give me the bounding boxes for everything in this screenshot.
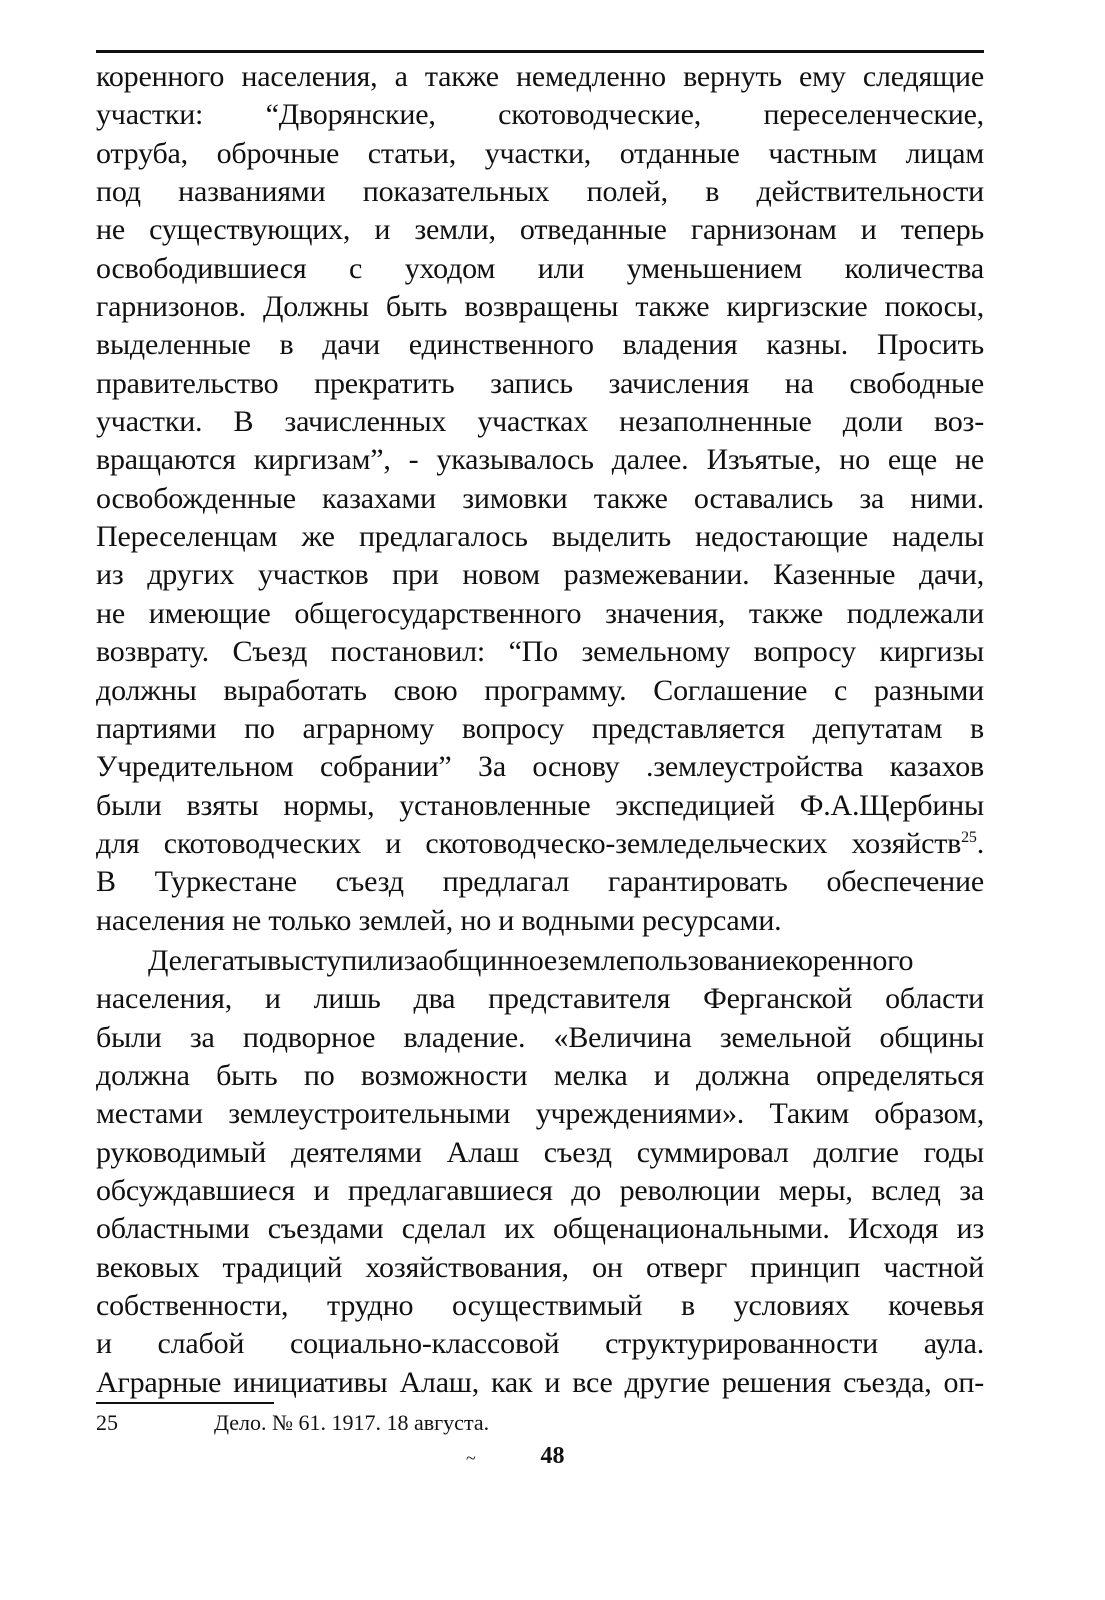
text-line: не существующих, и земли, отведанные гарнизонам и теперь [96, 213, 984, 247]
text-line: руководимый деятелями Алаш съезд суммировал долгие годы [96, 1135, 984, 1169]
text-line: отруба, оброчные статьи, участки, отданные частным лицам [96, 136, 984, 170]
page-number: 48 [540, 1443, 565, 1469]
text-line: обсуждавшиеся и предлагавшиеся до революции меры, вслед за [96, 1173, 984, 1207]
text-line: областными съездами сделал их общенациональными. Исходя из [96, 1212, 984, 1246]
text-line: из других участков при новом размежевании. Казенные дачи, [96, 558, 984, 592]
text-line: выделенные в дачи единственного владения казны. Просить [96, 328, 984, 362]
text-line: участки: “Дворянские, скотоводческие, переселенческие, [96, 98, 984, 132]
text-line: были за подворное владение. «Величина земельной общины [96, 1020, 984, 1054]
text-line: гарнизонов. Должны быть возвращены также киргизские покосы, [96, 290, 984, 324]
text-line-with-footnote: для скотоводческих и скотоводческо-земледельческих хозяйств$^{25}$. [96, 826, 984, 860]
page-body [96, 58, 984, 1402]
text-line: собственности, трудно осуществимый в условиях кочевья [96, 1289, 984, 1322]
footnote-text: Дело. № 61. 1917. 18 августа. [214, 1410, 490, 1435]
text-line: вековых традиций хозяйствования, он отверг принцип частной [96, 1250, 984, 1284]
top-rule [96, 50, 984, 53]
text-line: были взяты нормы, установленные экспедицией Ф.А.Щербины [96, 788, 984, 822]
footnote [96, 1408, 489, 1438]
paragraph-first-line: Делегатывыступилизаобщинноеземлепользованиекоренного [148, 943, 914, 977]
footnote-number: 25 [96, 1410, 118, 1435]
text-line: освобожденные казахами зимовки также оставались за ними. [96, 481, 984, 515]
text-line: должна быть по возможности мелка и должна определяться [96, 1058, 984, 1092]
text-line: населения, и лишь два представителя Ферганской области [96, 982, 984, 1016]
text-line: партиями по аграрному вопросу представляется депутатам в [96, 711, 984, 745]
text-line: вращаются киргизам”, - указывалось далее. Изъятые, но еще не [96, 443, 984, 477]
stray-mark: ~ [466, 1448, 476, 1468]
text-line: не имеющие общегосударственного значения, также подлежали [96, 596, 984, 630]
text-line: коренного населения, а также немедленно вернуть ему следящие [96, 60, 984, 93]
text-line: и слабой социально-классовой структурированности аула. [96, 1327, 984, 1361]
text-line: под названиями показательных полей, в действительности [96, 175, 984, 209]
footnote-rule [96, 1402, 274, 1404]
text-line: возврату. Съезд постановил: “По земельному вопросу киргизы [96, 635, 984, 669]
text-line: участки. В зачисленных участках незаполненные доли воз- [96, 405, 984, 439]
text-line: В Туркестане съезд предлагал гарантировать обеспечение [96, 865, 984, 899]
text-line: Аграрные инициативы Алаш, как и все другие решения съезда, оп- [96, 1365, 984, 1399]
text-line: правительство прекратить запись зачисления на свободные [96, 366, 984, 400]
footnote-ref: 25 [961, 828, 977, 846]
text-line: для скотоводческих и скотоводческо-земледельческих хозяйств [96, 826, 962, 860]
text-line: Учредительном собрании” За основу .землеустройства казахов [96, 750, 984, 784]
text-line: освободившиеся с уходом или уменьшением количества [96, 251, 984, 285]
text-line: населения не только землей, но и водными ресурсами. [96, 903, 782, 937]
text-line: местами землеустроительными учреждениями». Таким образом, [96, 1097, 984, 1131]
text-line: должны выработать свою программу. Соглашение с разными [96, 673, 984, 707]
text-line: Переселенцам же предлагалось выделить недостающие наделы [96, 520, 984, 554]
